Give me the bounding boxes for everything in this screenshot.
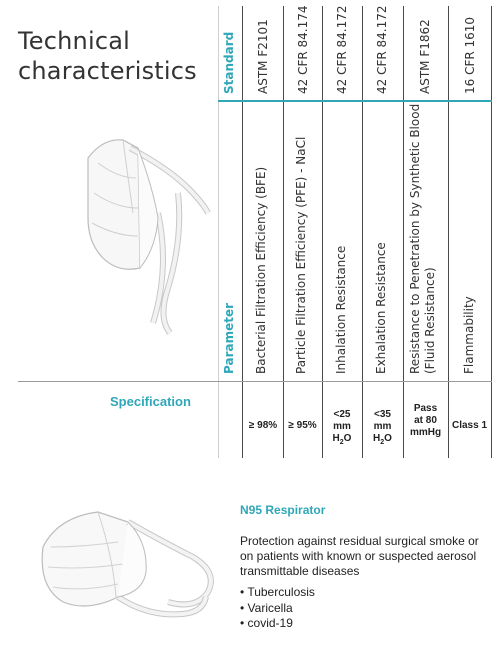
standard-header: Standard xyxy=(222,31,236,94)
standard-cell-3: 42 CFR 84.172 xyxy=(335,5,349,94)
standard-cell-6: 16 CFR 1610 xyxy=(463,16,477,94)
product-description: Protection against residual surgical smoke or on patients with known or suspected aerosol transmittable diseases xyxy=(240,534,479,578)
parameter-cell-5a: Resistance to Penetration by Synthetic Blood xyxy=(408,103,422,374)
respirator-image-bottom xyxy=(18,502,223,632)
header-rule xyxy=(218,100,492,102)
column-divider xyxy=(218,6,219,458)
title-line-1: Technical xyxy=(18,27,131,55)
parameter-cell-1: Bacterial Filtration Efficiency (BFE) xyxy=(254,166,268,374)
list-item: • covid-19 xyxy=(240,616,315,632)
value-cell-1: ≥ 98% xyxy=(248,420,278,431)
column-divider xyxy=(283,6,284,458)
standard-cell-2: 42 CFR 84.174 xyxy=(296,5,310,94)
list-item: • Tuberculosis xyxy=(240,585,315,601)
respirator-image-top xyxy=(58,118,233,348)
parameter-header: Parameter xyxy=(222,302,236,374)
column-divider xyxy=(448,6,449,458)
specification-label: Specification xyxy=(110,394,191,409)
parameter-cell-6: Flammability xyxy=(462,296,476,374)
indication-list xyxy=(240,585,315,632)
standard-cell-4: 42 CFR 84.172 xyxy=(375,5,389,94)
standard-cell-1: ASTM F2101 xyxy=(256,19,270,94)
standard-cell-5: ASTM F1862 xyxy=(418,19,432,94)
column-divider xyxy=(242,6,243,458)
value-cell-6: Class 1 xyxy=(451,420,488,431)
column-divider xyxy=(362,6,363,458)
parameter-cell-2: Particle Filtration Efficiency (PFE) - NaCl xyxy=(294,136,308,374)
column-divider xyxy=(403,6,404,458)
title-line-2: characteristics xyxy=(18,57,197,85)
product-name: N95 Respirator xyxy=(240,503,326,517)
list-item: • Varicella xyxy=(240,601,315,617)
column-divider xyxy=(322,6,323,458)
value-cell-2: ≥ 95% xyxy=(288,420,317,431)
value-cell-5: Pass at 80 mmHg xyxy=(409,403,442,438)
column-divider xyxy=(491,6,492,458)
parameter-cell-4: Exhalation Resistance xyxy=(374,242,388,374)
parameter-cell-5b: (Fluid Resistance) xyxy=(423,267,437,374)
specification-rule xyxy=(18,381,492,382)
parameter-cell-3: Inhalation Resistance xyxy=(334,245,348,374)
value-cell-3: <25 mm $H_2O$ xyxy=(332,409,352,446)
value-cell-4: <35 mm $H_2O$ xyxy=(373,409,392,446)
page-title xyxy=(18,26,218,86)
